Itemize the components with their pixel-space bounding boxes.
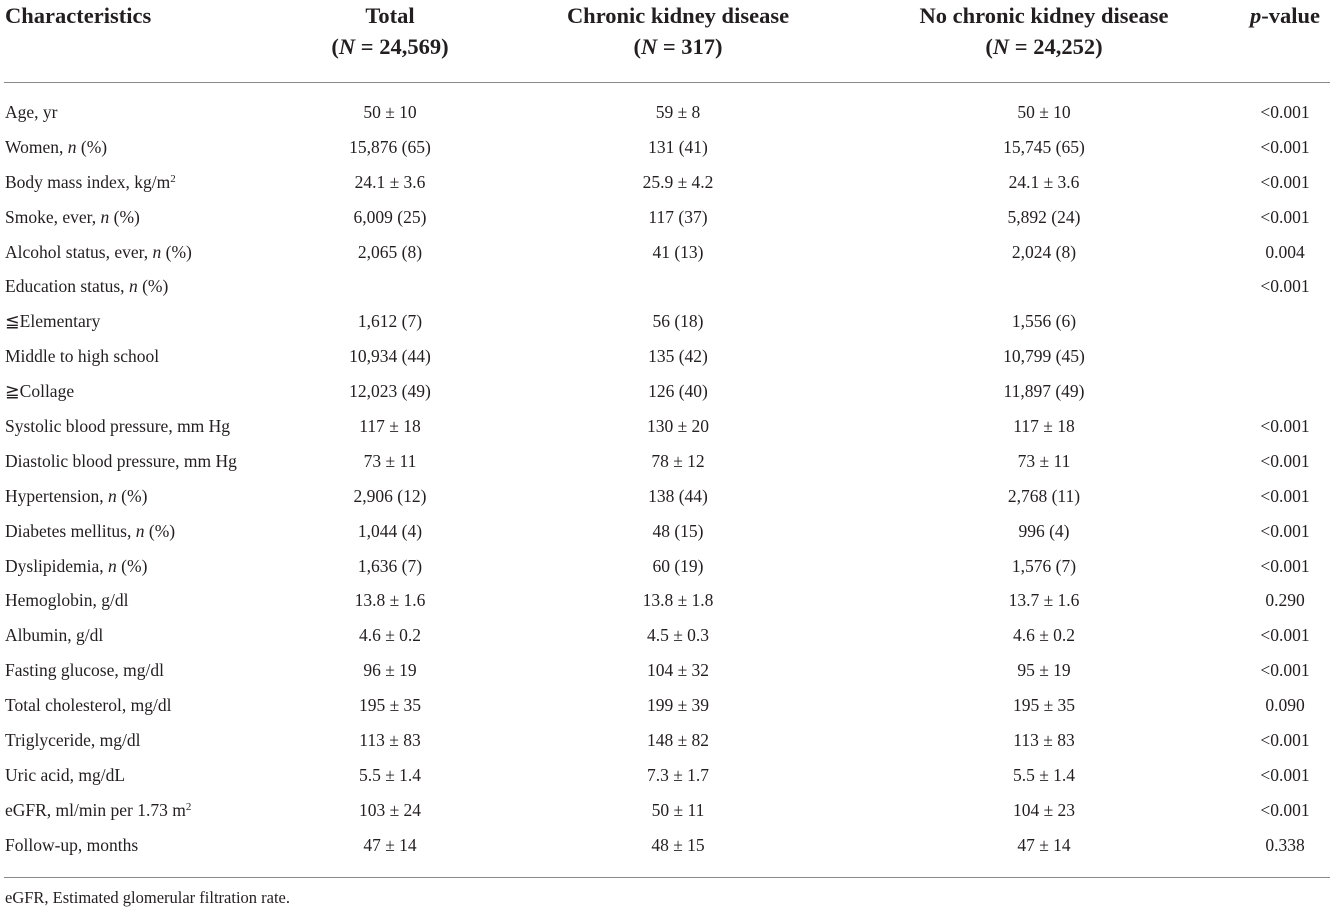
cell-total: 103 ± 24 — [358, 799, 422, 820]
table-body — [0, 95, 1334, 863]
cell-ckd: 104 ± 32 — [646, 660, 710, 681]
table-row — [0, 304, 1334, 339]
cell-ckd: 56 (18) — [652, 311, 704, 332]
cell-total: 2,065 (8) — [357, 241, 423, 262]
cell-no-ckd: 113 ± 83 — [1013, 730, 1075, 751]
cell-ckd: 48 (15) — [652, 520, 704, 541]
table-row — [0, 444, 1334, 479]
cell-ckd: 138 (44) — [648, 485, 708, 506]
cell-total: 5.5 ± 1.4 — [358, 764, 422, 785]
table-row — [0, 479, 1334, 514]
cell-ckd: 135 (42) — [648, 346, 708, 367]
row-label: Age, yr — [5, 102, 58, 122]
table-row — [0, 514, 1334, 549]
header-total-title: Total — [365, 3, 415, 28]
cell-no-ckd: 117 ± 18 — [1013, 416, 1075, 437]
cell-ckd: 25.9 ± 4.2 — [642, 171, 714, 192]
cell-no-ckd: 13.7 ± 1.6 — [1008, 590, 1080, 611]
cell-total: 6,009 (25) — [353, 206, 427, 227]
cell-no-ckd: 1,556 (6) — [1011, 311, 1077, 332]
header-divider — [4, 82, 1330, 83]
row-label: Follow-up, months — [5, 834, 139, 855]
cell-total: 195 ± 35 — [358, 695, 422, 716]
cell-p-value: <0.001 — [1260, 206, 1310, 227]
cell-ckd: 48 ± 15 — [651, 834, 705, 855]
cell-ckd: 78 ± 12 — [651, 450, 705, 471]
cell-total: 117 ± 18 — [359, 416, 421, 437]
row-label: Body mass index, $kg/m^2$ — [5, 171, 176, 192]
cell-p-value: <0.001 — [1260, 416, 1310, 437]
row-label: Education status, n (%) — [5, 276, 169, 297]
header-no-ckd-n: (N = 24,252) — [985, 34, 1103, 59]
row-label: ≦Elementary — [5, 311, 101, 332]
cell-total: 13.8 ± 1.6 — [354, 590, 426, 611]
cell-no-ckd: 5.5 ± 1.4 — [1012, 764, 1076, 785]
row-label: Systolic blood pressure, mm Hg — [5, 416, 231, 437]
cell-total: 2,906 (12) — [353, 485, 427, 506]
row-label: eGFR, ml/min per 1.73 $m^2$ — [5, 799, 192, 820]
cell-p-value: <0.001 — [1260, 625, 1310, 646]
footer-divider — [4, 877, 1330, 878]
cell-total: 4.6 ± 0.2 — [358, 625, 422, 646]
cell-p-value: <0.001 — [1260, 171, 1310, 192]
cell-p-value: <0.001 — [1260, 799, 1310, 820]
header-characteristics: Characteristics — [5, 3, 152, 28]
cell-total: 12,023 (49) — [349, 381, 431, 402]
cell-ckd: 4.5 ± 0.3 — [646, 625, 710, 646]
table-row — [0, 339, 1334, 374]
row-label: Hemoglobin, g/dl — [5, 590, 129, 611]
table-row — [0, 688, 1334, 723]
cell-no-ckd: 1,576 (7) — [1011, 555, 1077, 576]
cell-p-value: <0.001 — [1260, 520, 1310, 541]
cell-ckd: 117 (37) — [648, 206, 708, 227]
table-row — [0, 549, 1334, 584]
row-label: Dyslipidemia, n (%) — [5, 555, 148, 576]
table-row — [0, 269, 1334, 304]
cell-no-ckd: 73 ± 11 — [1017, 450, 1071, 471]
footnote: eGFR, Estimated glomerular filtration rate. — [5, 888, 291, 907]
cell-no-ckd: 50 ± 10 — [1017, 102, 1071, 122]
cell-ckd: 130 ± 20 — [646, 416, 710, 437]
row-label: Women, n (%) — [5, 136, 108, 157]
cell-total: 15,876 (65) — [349, 136, 431, 157]
table-row — [0, 130, 1334, 165]
table-row — [0, 723, 1334, 758]
table-row — [0, 95, 1334, 130]
cell-total: 113 ± 83 — [359, 730, 421, 751]
table-row — [0, 618, 1334, 653]
cell-ckd: 199 ± 39 — [646, 695, 710, 716]
header-no-ckd — [894, 0, 1194, 62]
row-label: Middle to high school — [5, 346, 160, 367]
cell-no-ckd: 10,799 (45) — [1003, 346, 1085, 367]
header-ckd-title: Chronic kidney disease — [566, 3, 790, 28]
cell-ckd: 41 (13) — [652, 241, 704, 262]
cell-ckd: 50 ± 11 — [651, 799, 705, 820]
cell-no-ckd: 24.1 ± 3.6 — [1008, 171, 1080, 192]
cell-p-value: 0.290 — [1265, 590, 1305, 611]
header-total — [300, 0, 480, 62]
row-label: Total cholesterol, mg/dl — [5, 695, 172, 716]
table-row — [0, 165, 1334, 200]
cell-no-ckd: 2,768 (11) — [1007, 485, 1081, 506]
cell-total: 24.1 ± 3.6 — [354, 171, 426, 192]
cell-ckd: 126 (40) — [648, 381, 708, 402]
row-label: Albumin, g/dl — [5, 625, 104, 646]
cell-p-value: <0.001 — [1260, 276, 1310, 297]
cell-ckd: 7.3 ± 1.7 — [646, 764, 710, 785]
table-row — [0, 793, 1334, 828]
cell-no-ckd: 195 ± 35 — [1012, 695, 1076, 716]
header-ckd — [528, 0, 828, 62]
cell-ckd: 13.8 ± 1.8 — [642, 590, 714, 611]
row-label: Smoke, ever, n (%) — [5, 206, 140, 227]
cell-p-value: <0.001 — [1260, 485, 1310, 506]
cell-no-ckd: 11,897 (49) — [1003, 381, 1085, 402]
cell-p-value: <0.001 — [1260, 764, 1310, 785]
cell-p-value: 0.338 — [1265, 834, 1305, 855]
header-no-ckd-title: No chronic kidney disease — [919, 3, 1169, 28]
row-label: Triglyceride, mg/dl — [5, 730, 141, 751]
cell-p-value: <0.001 — [1260, 660, 1310, 681]
cell-no-ckd: 5,892 (24) — [1007, 206, 1081, 227]
cell-no-ckd: 996 (4) — [1018, 520, 1070, 541]
row-label: Fasting glucose, mg/dl — [5, 660, 164, 681]
cell-p-value: <0.001 — [1260, 102, 1310, 122]
table-row — [0, 653, 1334, 688]
header-ckd-n: (N = 317) — [633, 34, 723, 59]
table-row — [0, 583, 1334, 618]
row-label: Diabetes mellitus, n (%) — [5, 520, 176, 541]
cell-p-value: <0.001 — [1260, 450, 1310, 471]
table-row — [0, 409, 1334, 444]
cell-total: 1,044 (4) — [357, 520, 423, 541]
cell-total: 47 ± 14 — [363, 834, 417, 855]
cell-total: 73 ± 11 — [363, 450, 417, 471]
table-row — [0, 200, 1334, 235]
table-row — [0, 235, 1334, 270]
row-label: Uric acid, mg/dL — [5, 764, 126, 785]
cell-no-ckd: 15,745 (65) — [1003, 136, 1085, 157]
cell-ckd: 148 ± 82 — [646, 730, 710, 751]
cell-no-ckd: 47 ± 14 — [1017, 834, 1071, 855]
cell-ckd: 60 (19) — [652, 555, 704, 576]
cell-no-ckd: 4.6 ± 0.2 — [1012, 625, 1076, 646]
header-total-n: (N = 24,569) — [331, 34, 449, 59]
cell-p-value: <0.001 — [1260, 730, 1310, 751]
row-label: Diastolic blood pressure, mm Hg — [5, 450, 237, 471]
cell-no-ckd: 95 ± 19 — [1017, 660, 1071, 681]
cell-no-ckd: 104 ± 23 — [1012, 799, 1076, 820]
row-label: Alcohol status, ever, n (%) — [5, 241, 192, 262]
table-row — [0, 374, 1334, 409]
cell-total: 1,636 (7) — [357, 555, 423, 576]
row-label: Hypertension, n (%) — [5, 485, 148, 506]
cell-p-value: <0.001 — [1260, 136, 1310, 157]
cell-ckd: 59 ± 8 — [655, 102, 701, 122]
cell-p-value: <0.001 — [1260, 555, 1310, 576]
header-p-value: p-value — [1250, 3, 1320, 28]
cell-ckd: 131 (41) — [648, 136, 708, 157]
cell-p-value: 0.004 — [1265, 241, 1305, 262]
cell-p-value: 0.090 — [1265, 695, 1305, 716]
table-row — [0, 828, 1334, 863]
cell-total: 10,934 (44) — [349, 346, 431, 367]
cell-no-ckd: 2,024 (8) — [1011, 241, 1077, 262]
row-label: ≧Collage — [5, 381, 75, 402]
table-row — [0, 758, 1334, 793]
cell-total: 96 ± 19 — [363, 660, 417, 681]
cell-total: 50 ± 10 — [363, 102, 417, 122]
cell-total: 1,612 (7) — [357, 311, 423, 332]
